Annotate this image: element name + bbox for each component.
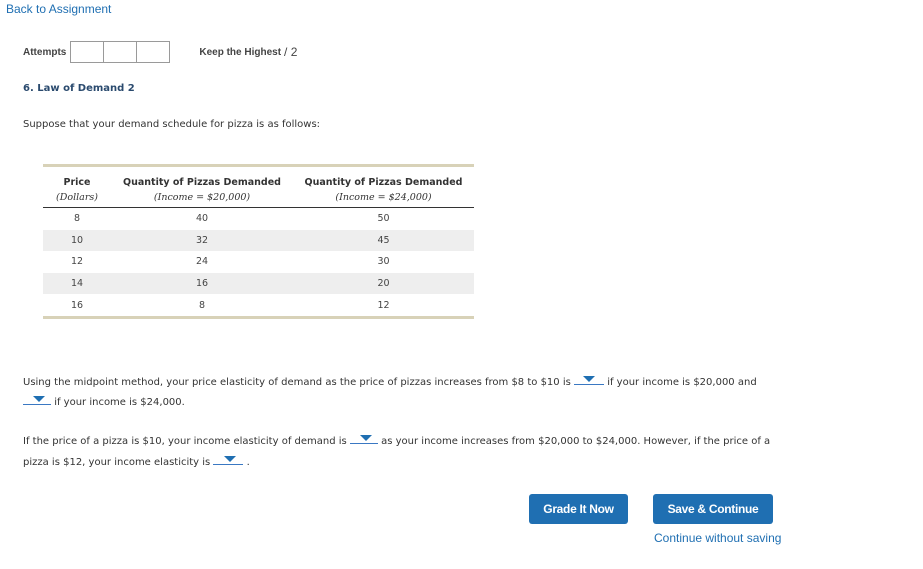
- subheader-income-24000: (Income = $24,000): [293, 188, 474, 208]
- table-subheader-row: [43, 188, 474, 208]
- paragraph-income-elasticity: [23, 434, 770, 449]
- chevron-down-icon: [574, 375, 604, 383]
- paragraph-text: if your income is $20,000 and: [607, 377, 757, 388]
- table-row: [43, 294, 474, 316]
- cell-qty-20000: 24: [195, 256, 209, 268]
- price-elasticity-income-20000-dropdown[interactable]: [574, 375, 604, 385]
- question-title: 6. Law of Demand 2: [23, 83, 135, 94]
- header-qty-income-24000: Quantity of Pizzas Demanded: [304, 177, 463, 188]
- cell-qty-20000: 16: [111, 273, 293, 295]
- save-and-continue-button[interactable]: Save & Continue: [653, 494, 773, 524]
- question-intro: Suppose that your demand schedule for pizza is as follows:: [23, 119, 321, 130]
- paragraph-price-elasticity-line2: [23, 395, 185, 410]
- keep-highest-label: Keep the Highest: [199, 46, 282, 58]
- attempts-row: [23, 41, 297, 63]
- cell-price: 14: [43, 273, 111, 295]
- table-row: [43, 273, 474, 295]
- cell-qty-20000: 32: [111, 230, 293, 252]
- paragraph-text: if your income is $24,000.: [54, 397, 185, 408]
- cell-qty-24000: 20: [293, 273, 474, 295]
- paragraph-income-elasticity-line2: [23, 455, 250, 470]
- price-elasticity-income-24000-dropdown[interactable]: [23, 395, 51, 405]
- subheader-income-20000: (Income = $20,000): [111, 188, 293, 208]
- chevron-down-icon: [23, 395, 51, 403]
- continue-without-saving-link[interactable]: Continue without saving: [654, 531, 782, 545]
- income-elasticity-price-12-dropdown[interactable]: [213, 455, 243, 465]
- income-elasticity-price-10-dropdown[interactable]: [350, 434, 378, 444]
- cell-price: 10: [43, 230, 111, 252]
- table-header-row: [43, 167, 474, 188]
- cell-price: 16: [70, 299, 84, 311]
- header-qty-income-20000: Quantity of Pizzas Demanded: [123, 177, 281, 188]
- cell-qty-20000: 8: [198, 299, 206, 311]
- keep-highest-value: / 2: [284, 45, 298, 59]
- paragraph-text: as your income increases from $20,000 to $24,000. However, if the price of a: [381, 436, 771, 447]
- chevron-down-icon: [350, 434, 378, 442]
- cell-qty-24000: 30: [377, 256, 390, 268]
- header-price: Price: [63, 177, 91, 188]
- paragraph-text: Using the midpoint method, your price elasticity of demand as the price of pizzas increases from $8 to $10 is: [23, 377, 571, 388]
- paragraph-text: pizza is $12, your income elasticity is: [23, 457, 211, 468]
- paragraph-price-elasticity: [23, 375, 757, 390]
- grade-it-now-button[interactable]: Grade It Now: [529, 494, 628, 524]
- cell-qty-20000: 40: [195, 213, 209, 225]
- table-row: [43, 251, 474, 273]
- attempt-box: [137, 42, 169, 62]
- back-to-assignment-link[interactable]: Back to Assignment: [6, 2, 112, 16]
- chevron-down-icon: [213, 455, 243, 463]
- subheader-dollars: (Dollars): [43, 188, 111, 208]
- cell-qty-24000: 45: [293, 230, 474, 252]
- table-row: [43, 230, 474, 252]
- demand-schedule-table: [43, 164, 474, 319]
- paragraph-text: If the price of a pizza is $10, your income elasticity of demand is: [23, 436, 347, 447]
- cell-qty-24000: 12: [377, 299, 390, 311]
- attempt-boxes: [70, 41, 170, 63]
- attempt-box: [71, 42, 104, 62]
- cell-price: 8: [73, 213, 81, 225]
- table-row: [43, 208, 474, 230]
- attempt-box: [104, 42, 137, 62]
- cell-price: 12: [70, 256, 84, 268]
- attempts-label: Attempts: [23, 46, 67, 58]
- paragraph-text: .: [246, 457, 250, 468]
- cell-qty-24000: 50: [377, 213, 390, 225]
